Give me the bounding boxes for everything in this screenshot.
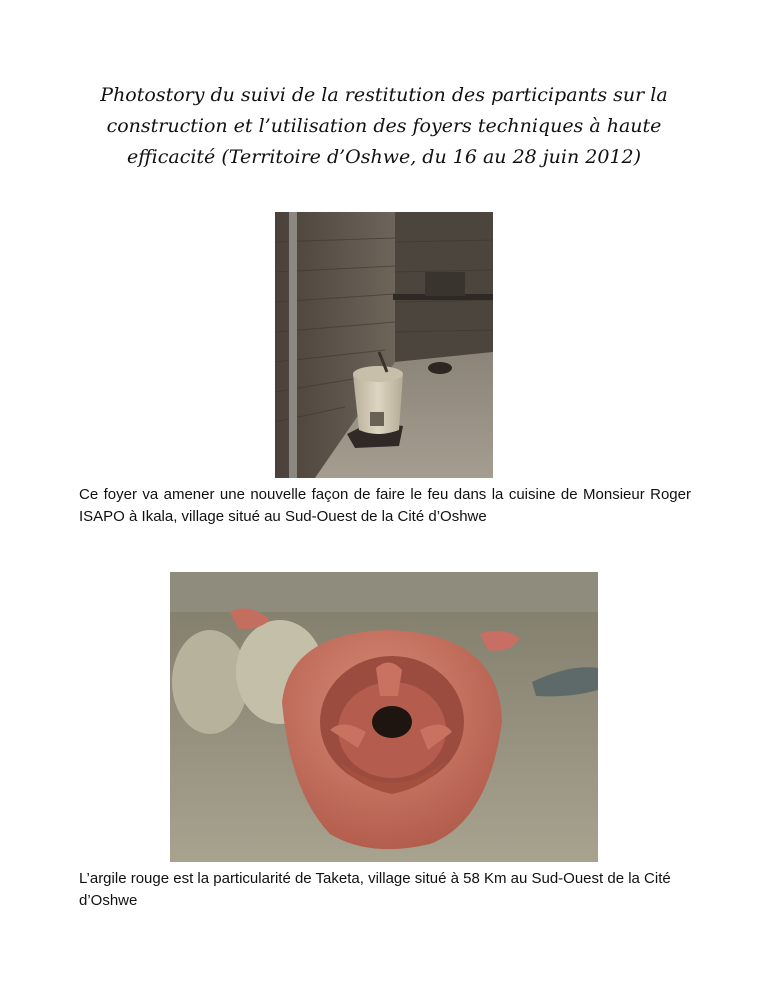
kitchen-stove-photo [275, 212, 493, 478]
photo-caption: Ce foyer va amener une nouvelle façon de faire le feu dans la cuisine de Monsieur Roger ISAPO à Ikala, village situé au Sud-Ouest de la Cité d’Oshwe [79, 486, 691, 525]
photo-caption: L’argile rouge est la particularité de Taketa, village situé à 58 Km au Sud-Ouest de la Cité d’Oshwe [79, 870, 671, 909]
document-title: Photostory du suivi de la restitution des participants sur la construction et l’utilisation des foyers techniques à haute efficacité (Territoire d’Oshwe, du 16 au 28 juin 2012) [100, 84, 668, 168]
red-clay-stove-photo [170, 572, 598, 862]
